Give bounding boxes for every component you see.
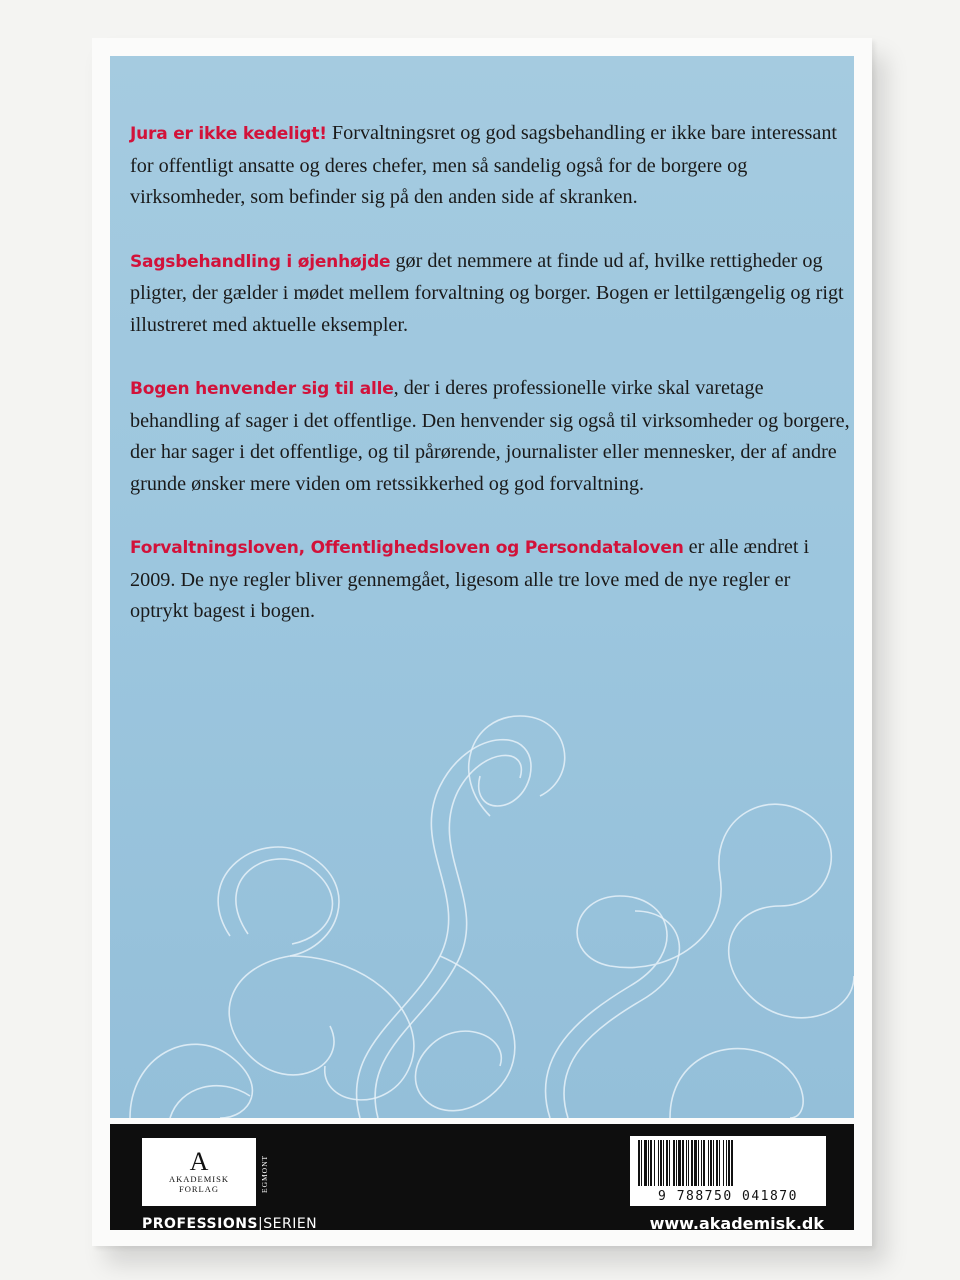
barcode-stripe	[669, 1140, 670, 1186]
barcode-stripe	[686, 1140, 687, 1186]
barcode-stripe	[688, 1140, 689, 1186]
paragraph-lead: Bogen henvender sig til alle	[130, 379, 394, 399]
blurb-paragraph-1	[130, 118, 850, 214]
barcode-stripe	[731, 1140, 733, 1186]
website-url: www.akademisk.dk	[649, 1214, 824, 1233]
barcode-stripe	[691, 1140, 693, 1186]
barcode-stripe	[654, 1140, 655, 1186]
akademisk-forlag-logo	[142, 1138, 256, 1206]
logo-letter: A	[189, 1147, 209, 1176]
publisher-bar	[110, 1124, 854, 1233]
barcode-stripe	[678, 1140, 681, 1186]
blurb-paragraph-4	[130, 532, 850, 628]
barcode-stripe	[660, 1140, 662, 1186]
paragraph-body: Forvaltningsret og god sagsbehandling er ikke bare interessant for offentligt ansatte og deres chefer, men så sandelig også for de borgere og virksomheder, som befinder sig på den anden side af skranken.	[130, 122, 838, 208]
barcode-stripe	[701, 1140, 702, 1186]
blurb-text	[130, 118, 850, 660]
barcode-stripe	[716, 1140, 718, 1186]
series-part-2: SERIEN	[263, 1216, 318, 1232]
paragraph-body: er alle ændret i 2009. De nye regler bliver gennemgået, ligesom alle tre love med de nye regler er optrykt bagest i bogen.	[130, 536, 810, 622]
paragraph-body: gør det nemmere at finde ud af, hvilke rettigheder og pligter, der gælder i mødet mellem forvaltning og borger. Bogen er lettilgængelig og rigt illustreret med aktuelle eksempler.	[130, 249, 844, 336]
blurb-paragraph-2	[130, 246, 850, 342]
blurb-paragraph-3	[130, 373, 850, 500]
barcode-stripe	[644, 1140, 647, 1186]
paragraph-lead: Forvaltningsloven, Offentlighedsloven og Persondataloven	[130, 538, 684, 558]
isbn-number: 9 788750 041870	[658, 1189, 798, 1204]
barcode	[630, 1136, 826, 1206]
barcode-stripe	[641, 1140, 642, 1186]
egmont-label: EGMONT	[260, 1154, 269, 1194]
barcode-stripe	[638, 1140, 640, 1186]
paragraph-lead: Jura er ikke kedeligt!	[130, 124, 327, 144]
barcode-stripe	[663, 1140, 664, 1186]
barcode-stripe	[682, 1140, 684, 1186]
paragraph-lead: Sagsbehandling i øjenhøjde	[130, 251, 391, 272]
series-separator: |	[258, 1216, 264, 1232]
barcode-stripe	[694, 1140, 697, 1186]
barcode-stripe	[650, 1140, 652, 1186]
barcode-stripe	[676, 1140, 677, 1186]
barcode-bars-icon	[636, 1140, 820, 1186]
barcode-stripe	[698, 1140, 699, 1186]
cover-panel	[110, 56, 854, 1118]
barcode-stripe	[708, 1140, 709, 1186]
barcode-stripe	[726, 1140, 727, 1186]
logo-line-1: AKADEMISK	[169, 1174, 229, 1184]
series-name	[142, 1216, 317, 1232]
barcode-stripe	[719, 1140, 720, 1186]
barcode-stripe	[728, 1140, 730, 1186]
paragraph-body: , der i deres professionelle virke skal varetage behandling af sager i det offentlige. Den henvender sig også til virksomheder og borgere, der har sager i det offentlige, og til pårørende, journalister eller mennesker, der af andre grunde ønsker mere viden om retssikkerhed og god forvaltning.	[130, 377, 850, 495]
barcode-stripe	[666, 1140, 668, 1186]
barcode-stripe	[703, 1140, 705, 1186]
logo-line-2: FORLAG	[178, 1184, 219, 1194]
barcode-stripe	[710, 1140, 712, 1186]
barcode-stripe	[713, 1140, 714, 1186]
series-part-1: PROFESSIONS	[142, 1216, 259, 1232]
barcode-stripe	[723, 1140, 724, 1186]
barcode-stripe	[648, 1140, 649, 1186]
book-back-cover	[92, 38, 872, 1246]
barcode-stripe	[658, 1140, 659, 1186]
barcode-stripe	[673, 1140, 675, 1186]
